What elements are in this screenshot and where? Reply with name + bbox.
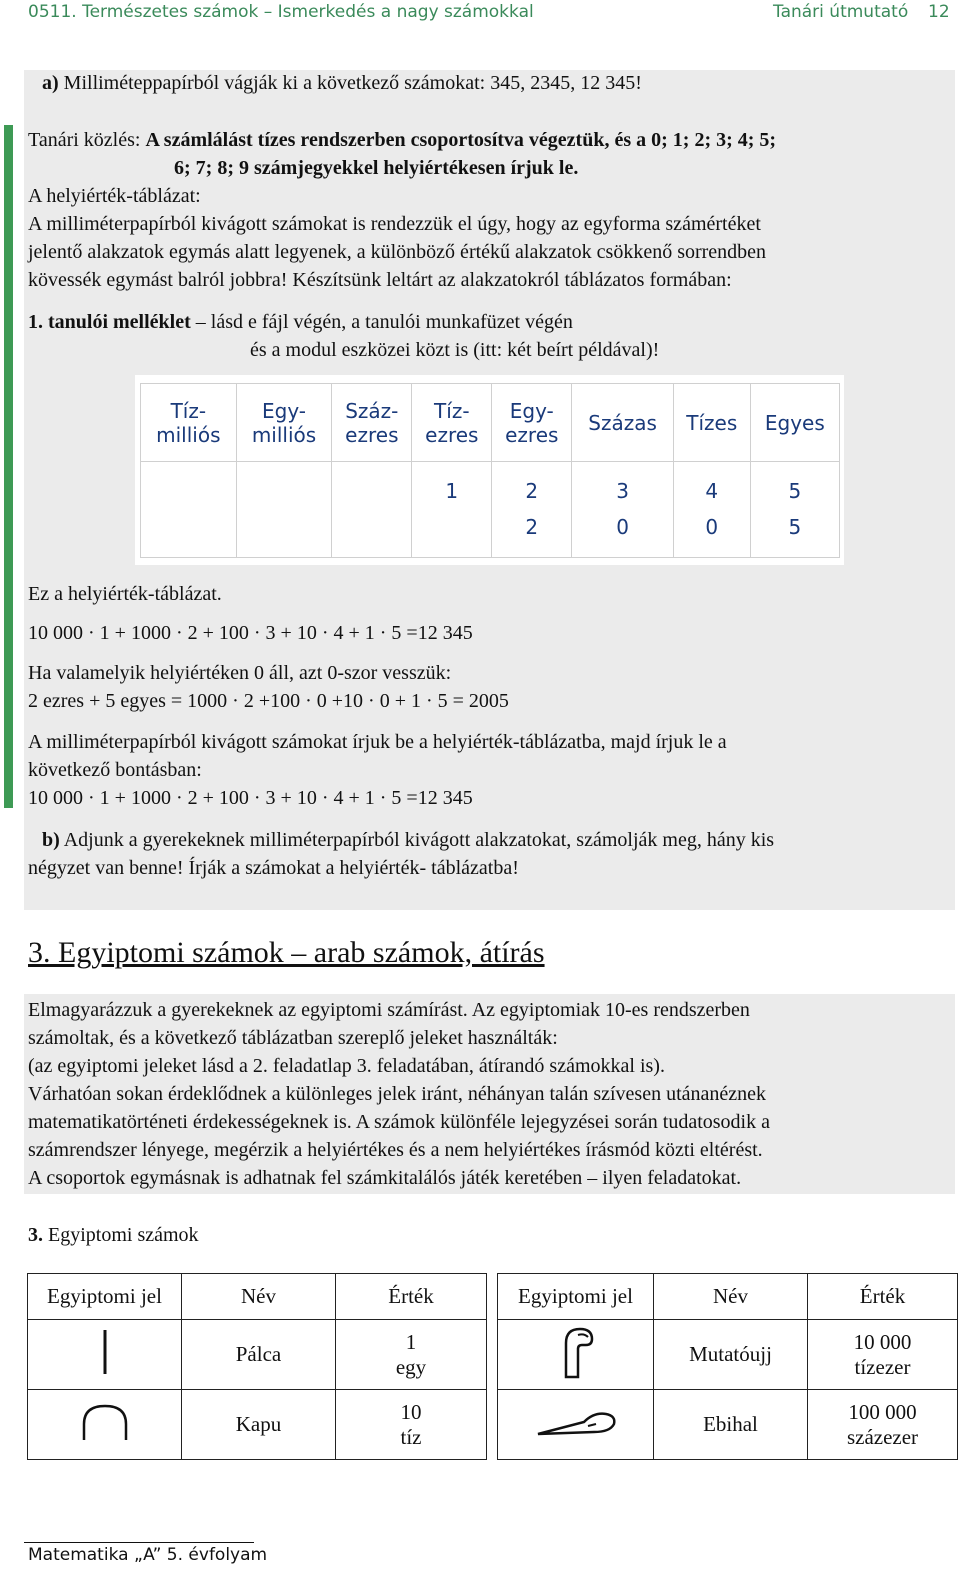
col-header: Egy- ezres bbox=[492, 384, 572, 462]
table-row bbox=[28, 1320, 487, 1390]
col-header: Érték bbox=[336, 1274, 487, 1320]
subheading bbox=[28, 1224, 199, 1247]
task-b-text: Adjunk a gyerekeknek milliméterpapírból kivágott alakzatokat, számolják meg, hány kis bbox=[63, 829, 775, 851]
cell-digit: 4 bbox=[705, 479, 719, 503]
subheading-text: Egyiptomi számok bbox=[48, 1224, 199, 1246]
sign-name: Pálca bbox=[182, 1320, 336, 1390]
sign-name: Mutatóujj bbox=[654, 1320, 808, 1390]
arch-icon bbox=[28, 1390, 182, 1460]
para-line: számrendszer lényege, megérzik a helyiértékes és a nem helyiértékes írásmód közti eltérést. bbox=[28, 1139, 763, 1161]
para-line: matematikatörténeti érdekességeknek is. A számok különféle lejegyzései során tudatosodik a bbox=[28, 1111, 770, 1133]
table-caption: Ez a helyiérték-táblázat. bbox=[28, 583, 222, 605]
attachment-note-cont: és a modul eszközei közt is (itt: két beírt példával)! bbox=[250, 339, 660, 361]
cell-digit: 5 bbox=[788, 479, 802, 503]
egyptian-table-right bbox=[497, 1273, 958, 1460]
cell-digit: 0 bbox=[616, 515, 629, 539]
zero-note: Ha valamelyik helyiértéken 0 áll, azt 0-szor vesszük: bbox=[28, 662, 452, 684]
col-header: Egyiptomi jel bbox=[498, 1274, 654, 1320]
col-header: Egy- milliós bbox=[236, 384, 332, 462]
para-line: számoltak, és a következő táblázatban szereplő jeleket használták: bbox=[28, 1027, 558, 1049]
footer-text: Matematika „A” 5. évfolyam bbox=[28, 1545, 268, 1565]
cell-digit: 0 bbox=[705, 515, 719, 539]
tadpole-icon bbox=[498, 1390, 654, 1460]
attachment-label: 1. tanulói melléklet bbox=[28, 311, 191, 333]
col-header: Száz- ezres bbox=[332, 384, 412, 462]
formula: 10 000 · 1 + 1000 · 2 + 100 · 3 + 10 · 4 + 1 · 5 =12 345 bbox=[28, 787, 473, 809]
col-header: Érték bbox=[808, 1274, 958, 1320]
sign-value: 1 egy bbox=[336, 1320, 487, 1390]
task-a-label: a) bbox=[42, 72, 59, 94]
task-b bbox=[42, 829, 774, 852]
cell-digit: 3 bbox=[616, 479, 629, 503]
sign-name: Kapu bbox=[182, 1390, 336, 1460]
col-header: Egyiptomi jel bbox=[28, 1274, 182, 1320]
table-row bbox=[498, 1390, 958, 1460]
task-b-label: b) bbox=[42, 829, 60, 851]
para-line: jelentő alakzatok egymás alatt legyenek, a különböző értékű alakzatok csökkenő sorrendben bbox=[28, 241, 767, 263]
col-header: Százas bbox=[572, 384, 674, 462]
attachment-note bbox=[28, 311, 573, 334]
task-a-text: Millimétерpapírból vágják ki a következő számokat: 345, 2345, 12 345! bbox=[63, 72, 642, 94]
staff-icon bbox=[28, 1320, 182, 1390]
teacher-note-cont: 6; 7; 8; 9 számjegyekkel helyiértékesen írjuk le. bbox=[174, 157, 579, 179]
subheading-number: 3. bbox=[28, 1224, 43, 1246]
write-instruction: A milliméterpapírból kivágott számokat írjuk be a helyiérték-táblázatba, majd írjuk le a bbox=[28, 731, 727, 753]
table-row bbox=[498, 1320, 958, 1390]
formula: 10 000 · 1 + 1000 · 2 + 100 · 3 + 10 · 4 + 1 · 5 =12 345 bbox=[28, 622, 473, 644]
table-header-row bbox=[141, 384, 840, 462]
table-header-row bbox=[28, 1274, 487, 1320]
footer-rule bbox=[24, 1542, 254, 1543]
para-line: Elmagyarázzuk a gyerekeknek az egyiptomi számírást. Az egyiptomiak 10-es rendszerben bbox=[28, 999, 750, 1021]
section-title: 3. Egyiptomi számok – arab számok, átírás bbox=[28, 936, 545, 969]
col-header: Egyes bbox=[750, 384, 839, 462]
egyptian-table-left bbox=[27, 1273, 487, 1460]
cell-digit: 2 bbox=[525, 479, 539, 503]
teacher-note-label: Tanári közlés: bbox=[28, 129, 141, 151]
page-number: 12 bbox=[928, 2, 950, 22]
sign-value: 100 000 százezer bbox=[808, 1390, 958, 1460]
table-header-row bbox=[498, 1274, 958, 1320]
cell-digit: 2 bbox=[525, 515, 539, 539]
col-header: Tíz- ezres bbox=[412, 384, 492, 462]
teacher-note bbox=[28, 129, 776, 152]
task-a bbox=[42, 72, 642, 95]
col-header: Tíz- milliós bbox=[141, 384, 237, 462]
pointing-finger-icon bbox=[498, 1320, 654, 1390]
write-instruction-cont: következő bontásban: bbox=[28, 759, 202, 781]
sign-value: 10 tíz bbox=[336, 1390, 487, 1460]
para-line: Várhatóan sokan érdeklődnek a különleges jelek iránt, néhányan talán szívesen utánanéznek bbox=[28, 1083, 767, 1105]
para-line: (az egyiptomi jeleket lásd a 2. feladatlap 3. feladatában, átírandó számokkal is). bbox=[28, 1055, 665, 1077]
running-header-label: Tanári útmutató bbox=[773, 2, 909, 22]
para-line: A milliméterpapírból kivágott számokat is rendezzük el úgy, hogy az egyforma számértéket bbox=[28, 213, 761, 235]
running-header-title: 0511. Természetes számok – Ismerkedés a nagy számokkal bbox=[28, 2, 534, 22]
teacher-note-text: A számlálást tízes rendszerben csoportosítva végeztük, és a 0; 1; 2; 3; 4; 5; bbox=[145, 129, 777, 151]
table-row bbox=[28, 1390, 487, 1460]
margin-bar bbox=[4, 125, 13, 808]
place-table-heading: A helyiérték-táblázat: bbox=[28, 185, 201, 207]
col-header: Tízes bbox=[673, 384, 750, 462]
para-line: kövessék egymást balról jobbra! Készítsünk leltárt az alakzatokról táblázatos formában: bbox=[28, 269, 732, 291]
para-line: A csoportok egymásnak is adhatnak fel számkitalálós játék keretében – ilyen feladatokat. bbox=[28, 1167, 742, 1189]
col-header: Név bbox=[654, 1274, 808, 1320]
cell-digit: 1 bbox=[445, 479, 459, 503]
cell-digit: 5 bbox=[788, 515, 802, 539]
table-row bbox=[141, 462, 840, 558]
col-header: Név bbox=[182, 1274, 336, 1320]
place-value-table bbox=[140, 383, 840, 558]
place-value-table-figure bbox=[135, 375, 844, 565]
sign-name: Ebihal bbox=[654, 1390, 808, 1460]
task-b-cont: négyzet van benne! Írják a számokat a helyiérték- táblázatba! bbox=[28, 857, 519, 879]
formula: 2 ezres + 5 egyes = 1000 · 2 +100 · 0 +10 · 0 + 1 · 5 = 2005 bbox=[28, 690, 509, 712]
attachment-text: – lásd e fájl végén, a tanulói munkafüzet végén bbox=[195, 311, 573, 333]
sign-value: 10 000 tízezer bbox=[808, 1320, 958, 1390]
